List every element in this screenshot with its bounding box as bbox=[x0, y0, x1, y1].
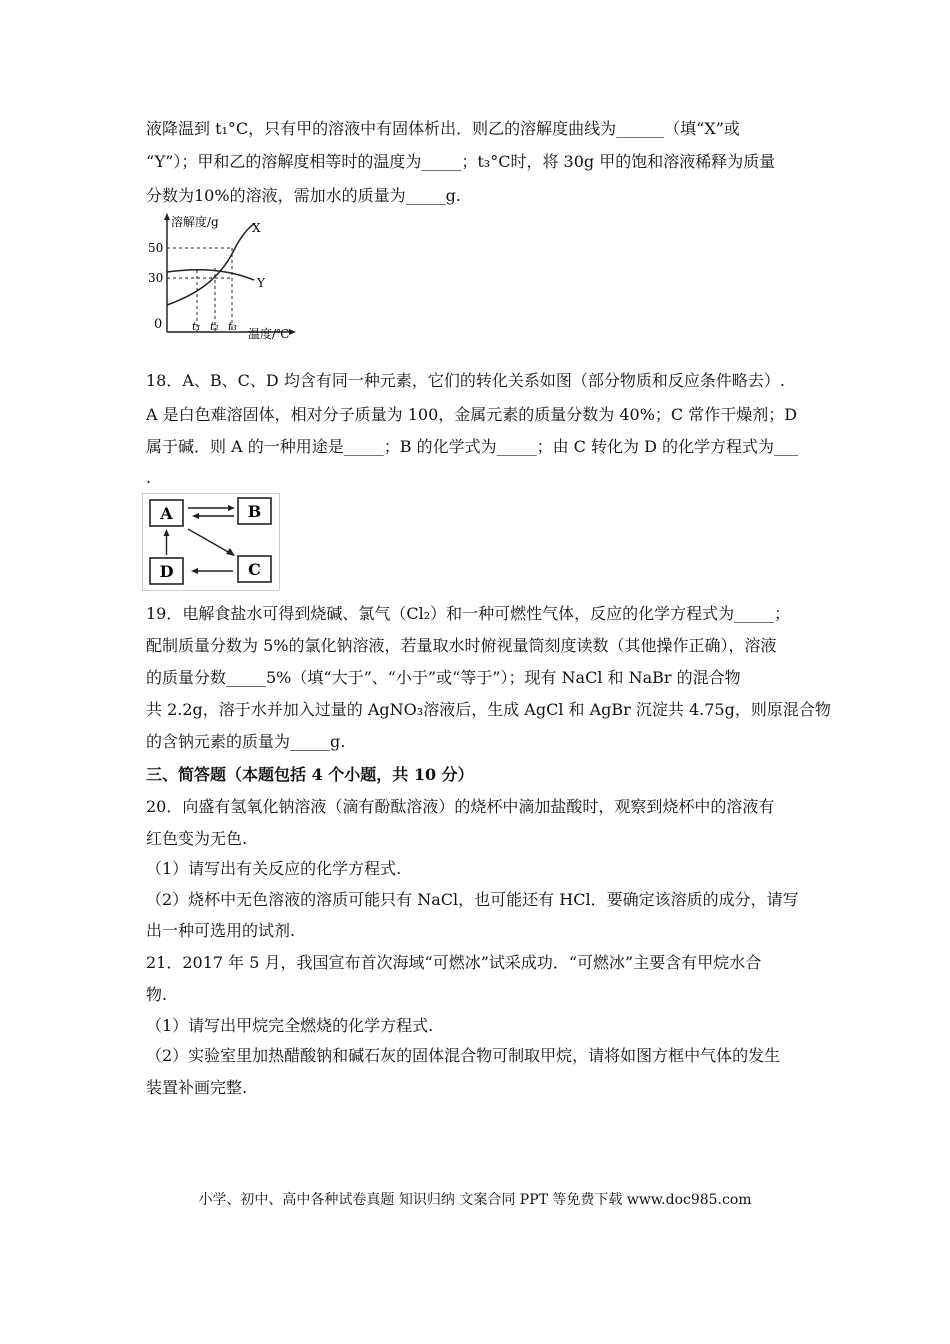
arrow-a-to-c-head bbox=[226, 548, 235, 556]
box-c-label: C bbox=[248, 560, 261, 579]
tick-label-t1: t₁ bbox=[192, 320, 201, 333]
tick-label-t3: t₃ bbox=[228, 320, 237, 333]
text-line-2: “Y”）；甲和乙的溶解度相等时的温度为_____；t₃°C时，将 30g 甲的饱和溶液稀释为质量 bbox=[146, 152, 776, 171]
y-axis-label: 溶解度/g bbox=[171, 215, 219, 229]
arrow-a-to-c bbox=[188, 529, 230, 553]
text-line-21: （2）实验室里加热醋酸钠和碱石灰的固体混合物可制取甲烷，请将如图方框中气体的发生 bbox=[146, 1046, 781, 1065]
text-line-8: 19．电解食盐水可得到烧碱、氯气（Cl₂）和一种可燃性气体，反应的化学方程式为_____； bbox=[146, 604, 791, 623]
conversion-diagram bbox=[142, 493, 280, 591]
curve-x-label: X bbox=[252, 221, 261, 235]
text-line-12: 的含钠元素的质量为_____g. bbox=[146, 732, 346, 751]
arrow-c-to-d-head bbox=[191, 568, 198, 574]
text-line-4: 18．A、B、C、D 均含有同一种元素，它们的转化关系如图（部分物质和反应条件略去）. bbox=[146, 371, 785, 390]
text-line-14: 红色变为无色. bbox=[146, 829, 248, 848]
text-line-17: 出一种可选用的试剂. bbox=[146, 921, 296, 940]
solubility-graph bbox=[140, 210, 300, 345]
x-axis-arrow bbox=[289, 329, 296, 335]
curve-y-label: Y bbox=[257, 276, 265, 290]
text-line-20: （1）请写出甲烷完全燃烧的化学方程式. bbox=[146, 1016, 434, 1035]
box-b-label: B bbox=[247, 502, 262, 521]
origin-label: 0 bbox=[154, 317, 163, 332]
arrow-d-to-a-head bbox=[164, 529, 170, 536]
text-line-19: 物. bbox=[146, 985, 168, 1004]
text-line-15: （1）请写出有关反应的化学方程式. bbox=[146, 859, 402, 878]
text-line-11: 共 2.2g，溶于水并加入过量的 AgNO₃溶液后，生成 AgCl 和 AgBr 沉淀共 4.75g，则原混合物 bbox=[146, 700, 831, 719]
text-line-9: 配制质量分数为 5%的氯化钠溶液，若量取水时俯视量筒刻度读数（其他操作正确），溶液 bbox=[146, 636, 777, 655]
page-footer: 小学、初中、高中各种试卷真题 知识归纳 文案合同 PPT 等免费下载 www.doc985.com bbox=[198, 1192, 752, 1208]
text-line-16: （2）烧杯中无色溶液的溶质可能只有 NaCl，也可能还有 HCl．要确定该溶质的成分，请写 bbox=[146, 890, 799, 909]
box-d-label: D bbox=[159, 562, 174, 581]
text-line-22: 装置补画完整. bbox=[146, 1078, 248, 1097]
conversion-diagram-svg bbox=[142, 493, 280, 591]
tick-label-50: 50 bbox=[148, 241, 164, 255]
text-line-13: 20．向盛有氢氧化钠溶液（滴有酚酞溶液）的烧杯中滴加盐酸时，观察到烧杯中的溶液有 bbox=[146, 797, 775, 816]
solubility-graph-svg bbox=[140, 210, 300, 345]
text-line-10: 的质量分数_____5%（填“大于”、“小于”或“等于”）；现有 NaCl 和 NaBr 的混合物 bbox=[146, 668, 741, 687]
curve-x bbox=[167, 224, 254, 305]
text-line-6: 属于碱．则 A 的一种用途是_____；B 的化学式为_____；由 C 转化为 D 的化学方程式为___ bbox=[146, 437, 798, 456]
y-axis-arrow bbox=[164, 213, 170, 220]
tick-label-t2: t₂ bbox=[210, 320, 219, 333]
text-line-7: . bbox=[146, 468, 152, 487]
text-line-18: 21．2017 年 5 月，我国宣布首次海域“可燃冰”试采成功．“可燃冰”主要含有甲烷水合 bbox=[146, 953, 762, 972]
arrow-b-to-a-head bbox=[192, 513, 199, 519]
text-line-1: 液降温到 t₁°C，只有甲的溶液中有固体析出．则乙的溶解度曲线为______（填“X”或 bbox=[146, 119, 740, 138]
arrow-a-to-b-head bbox=[228, 505, 235, 511]
text-line-5: A 是白色难溶固体，相对分子质量为 100，金属元素的质量分数为 40%；C 常作干燥剂；D bbox=[146, 405, 798, 424]
tick-label-30: 30 bbox=[148, 271, 164, 285]
text-line-3: 分数为10%的溶液，需加水的质量为_____g. bbox=[146, 186, 461, 205]
x-axis-label: 温度/℃ bbox=[248, 327, 290, 341]
box-a-label: A bbox=[160, 504, 173, 523]
section-heading: 三、简答题（本题包括 4 个小题，共 10 分） bbox=[146, 765, 474, 784]
